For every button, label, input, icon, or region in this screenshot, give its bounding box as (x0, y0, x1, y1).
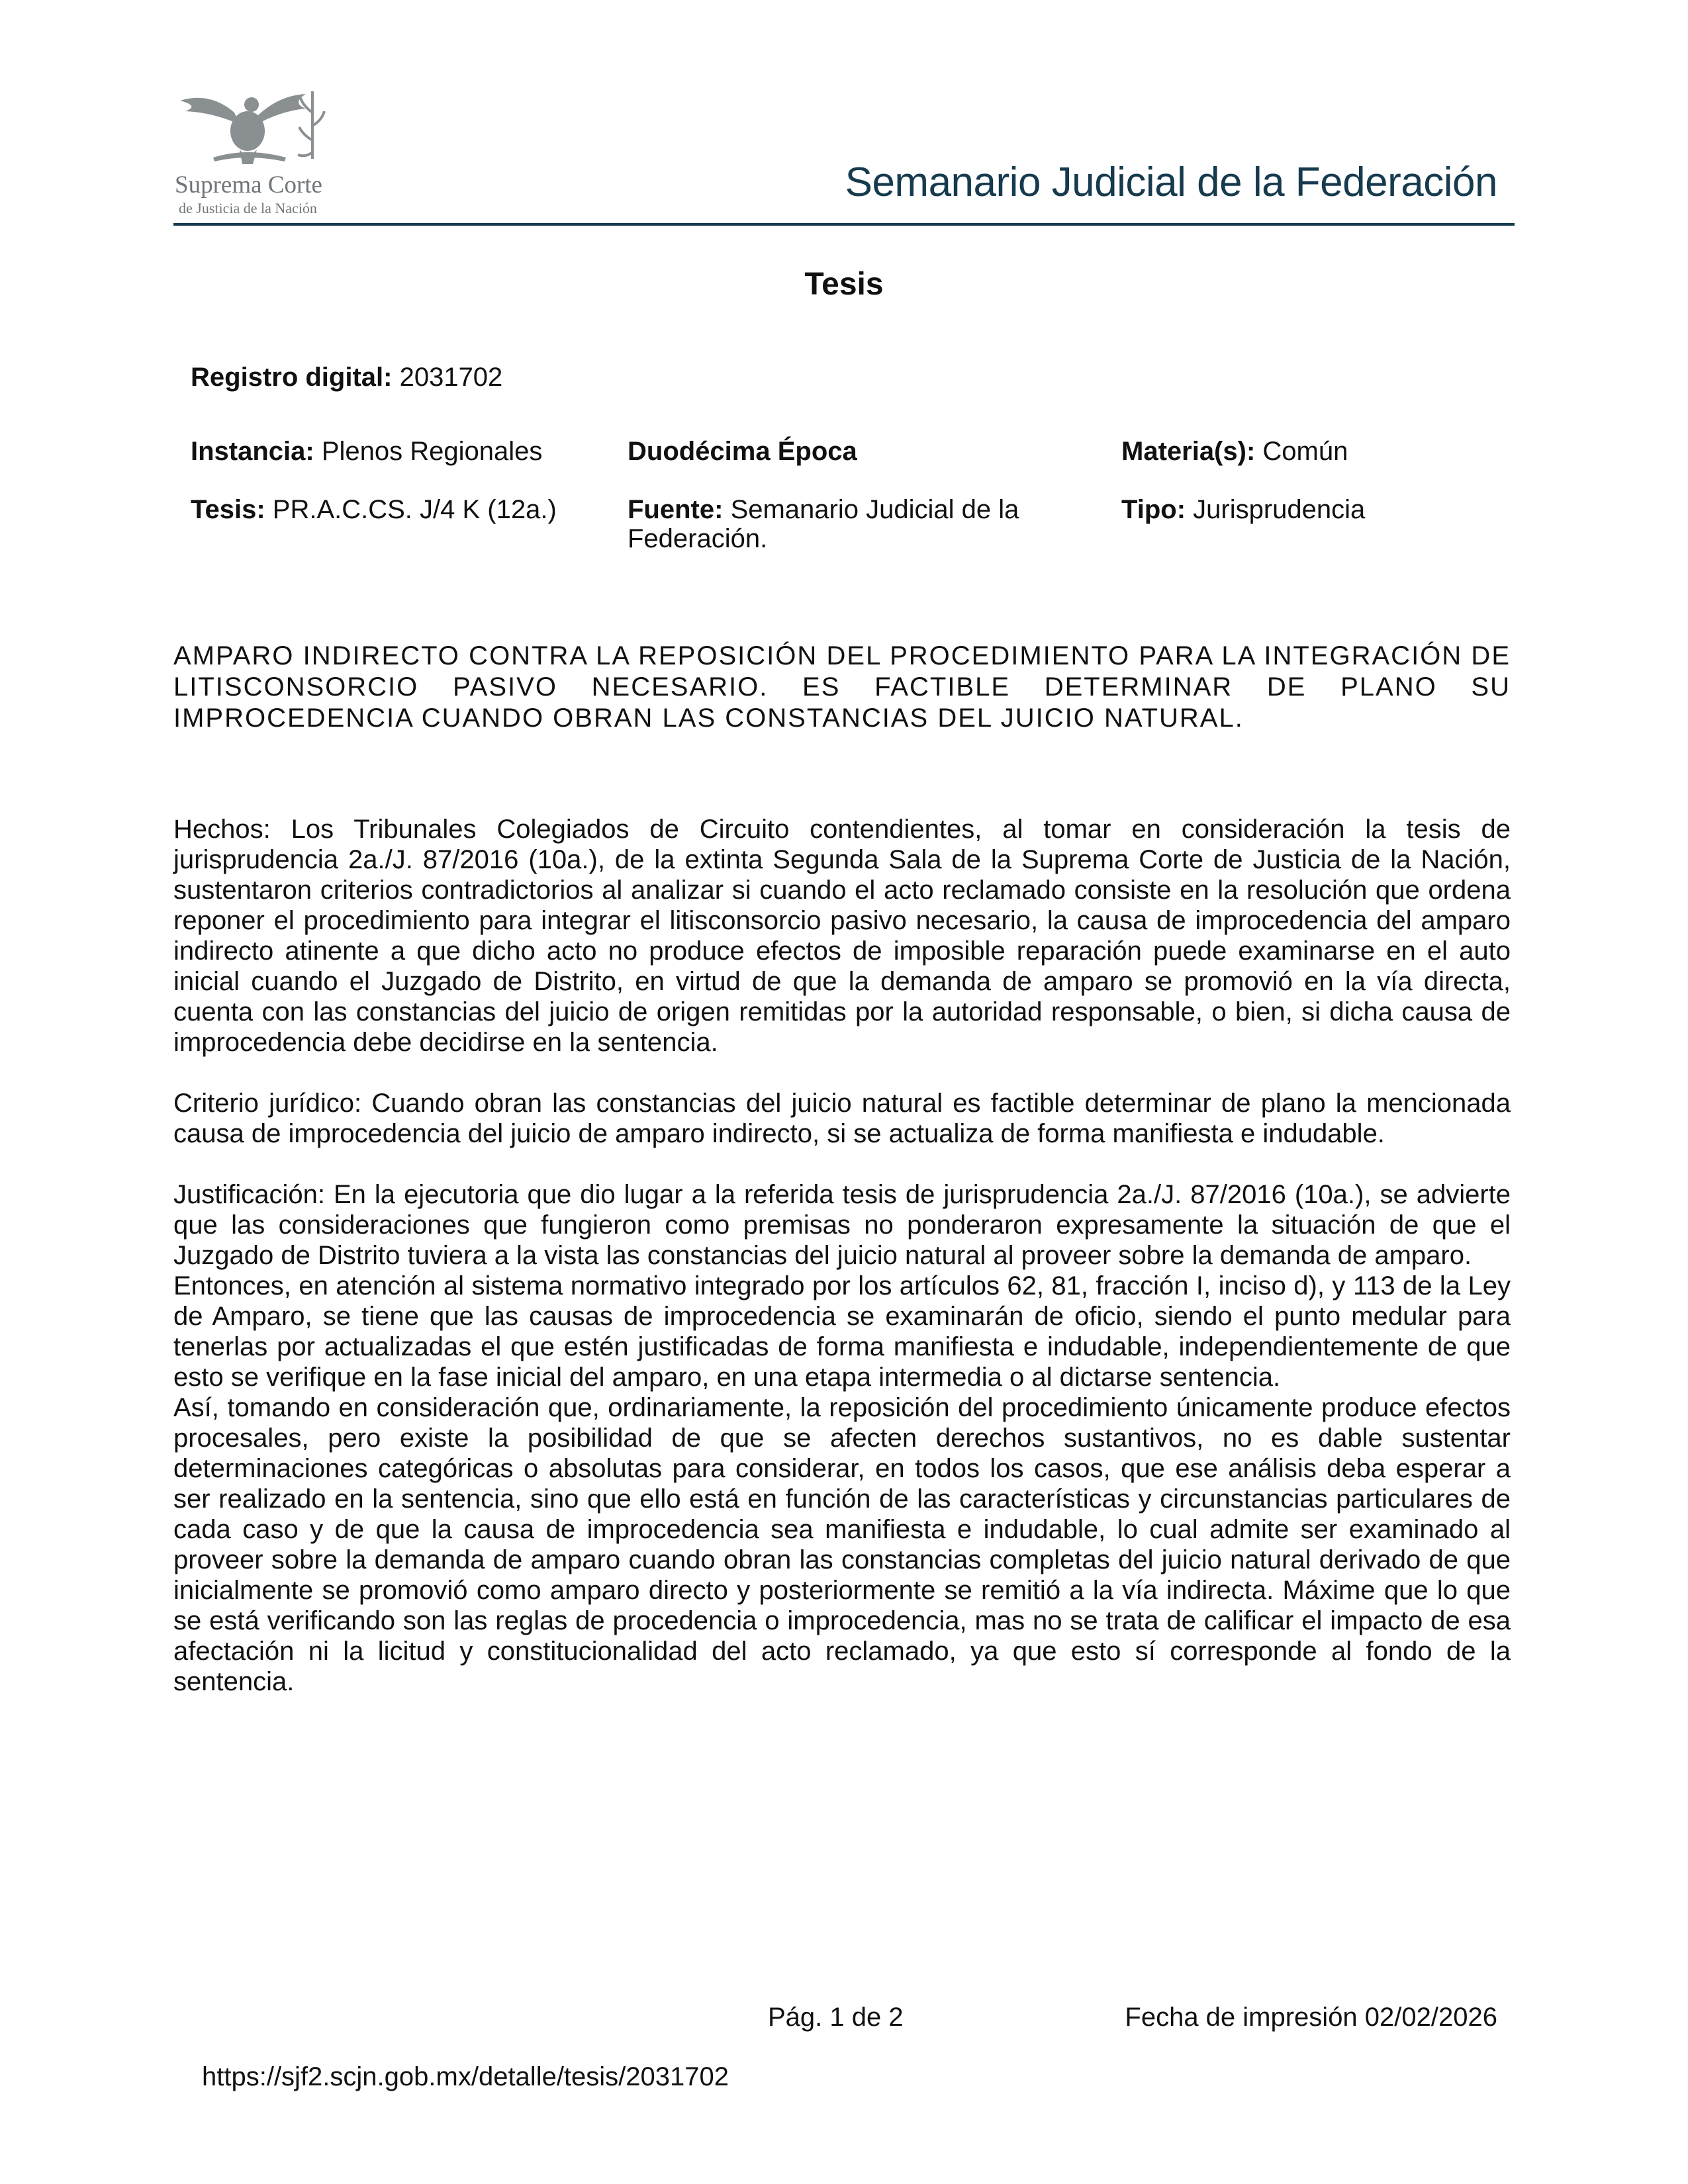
tipo-value: Jurisprudencia (1193, 495, 1366, 524)
source-url: https://sjf2.scjn.gob.mx/detalle/tesis/2031702 (202, 2062, 729, 2091)
materia (1121, 437, 1348, 466)
scjn-logo (173, 86, 346, 218)
fuente-value-line1: Semanario Judicial de la (730, 495, 1019, 524)
tesis-value: PR.A.C.CS. J/4 K (12a.) (272, 495, 557, 524)
tipo (1121, 495, 1365, 524)
epoca (628, 437, 857, 466)
logo-subtitle: de Justicia de la Nación (179, 200, 317, 216)
thesis-body (173, 814, 1511, 1697)
instancia (191, 437, 542, 466)
registro-label: Registro digital: (191, 363, 393, 392)
fuente-value-line2: Federación. (628, 524, 768, 553)
criterio-paragraph: Criterio jurídico: Cuando obran las constancias del juicio natural es factible determinar de plano la mencionada causa de improcedencia del juicio de amparo indirecto, si se actualiza de forma manifiesta e indudable. (173, 1089, 1511, 1148)
tipo-label: Tipo: (1121, 495, 1186, 524)
print-date: Fecha de impresión 02/02/2026 (1125, 2003, 1497, 2032)
registro-digital (191, 363, 502, 392)
justificacion-paragraph-3: Así, tomando en consideración que, ordinariamente, la reposición del procedimiento únicamente produce efectos procesales, pero existe la posibilidad de que se afecten derechos sustantivos, no es dable sustentar determinaciones categóricas o absolutas para considerar, en todos los casos, que ese análisis deba esperar a ser realizado en la sentencia, sino que ello está en función de las características y circunstancias particulares de cada caso y de que la causa de improcedencia sea manifiesta e indudable, lo cual admite ser examinado al proveer sobre la demanda de amparo cuando obran las constancias completas del juicio natural derivado de que inicialmente se promovió como amparo directo y posteriormente se remitió a la vía indirecta. Máxime que lo que se está verificando son las reglas de procedencia o improcedencia, mas no se trata de calificar el impacto de esa afectación ni la licitud y constitucionalidad del acto reclamado, ya que esto sí corresponde al fondo de la sentencia. (173, 1393, 1511, 1696)
tesis-label: Tesis: (191, 495, 265, 524)
page-number: Pág. 1 de 2 (768, 2003, 904, 2032)
logo-name: Suprema Corte (175, 171, 322, 199)
publication-title: Semanario Judicial de la Federación (845, 159, 1497, 205)
epoca-value: Duodécima Época (628, 437, 857, 466)
fuente (628, 495, 1019, 553)
justificacion-paragraph: Justificación: En la ejecutoria que dio lugar a la referida tesis de jurisprudencia 2a./J. 87/2016 (10a.), se advierte que las consideraciones que fungieron como premisas no ponderaron expresamente la situación de que el Juzgado de Distrito tuviera a la vista las constancias del juicio natural al proveer sobre la demanda de amparo. (173, 1180, 1511, 1270)
document-type-heading: Tesis (804, 267, 884, 302)
header-divider (173, 223, 1515, 226)
justificacion-paragraph-2: Entonces, en atención al sistema normativo integrado por los artículos 62, 81, fracción I, inciso d), y 113 de la Ley de Amparo, se tiene que las causas de improcedencia se examinarán de oficio, siendo el punto medular para tenerlas por actualizadas el que estén justificadas de forma manifiesta e indudable, independientemente de que esto se verifique en la fase inicial del amparo, en una etapa intermedia o al dictarse sentencia. (173, 1271, 1511, 1392)
thesis-title: AMPARO INDIRECTO CONTRA LA REPOSICIÓN DEL PROCEDIMIENTO PARA LA INTEGRACIÓN DE LITISCONSORCIO PASIVO NECESARIO. ES FACTIBLE DETERMINAR DE PLANO SU IMPROCEDENCIA CUANDO OBRAN LAS CONSTANCIAS DEL JUICIO NATURAL. (173, 641, 1511, 733)
materia-value: Común (1262, 437, 1348, 466)
hechos-paragraph: Hechos: Los Tribunales Colegiados de Circuito contendientes, al tomar en consideración la tesis de jurisprudencia 2a./J. 87/2016 (10a.), de la extinta Segunda Sala de la Suprema Corte de Justicia de la Nación, sustentaron criterios contradictorios al analizar si cuando el acto reclamado consiste en la resolución que ordena reponer el procedimiento para integrar el litisconsorcio pasivo necesario, la causa de improcedencia del amparo indirecto atinente a que dicho acto no produce efectos de imposible reparación puede examinarse en el auto inicial cuando el Juzgado de Distrito, en virtud de que la demanda de amparo se promovió en la vía directa, cuenta con las constancias del juicio de origen remitidas por la autoridad responsable, o bien, si dicha causa de improcedencia debe decidirse en la sentencia. (173, 815, 1511, 1057)
tesis-id (191, 495, 557, 524)
instancia-label: Instancia: (191, 437, 314, 466)
instancia-value: Plenos Regionales (321, 437, 543, 466)
registro-value: 2031702 (399, 363, 503, 392)
eagle-emblem-icon (173, 86, 332, 169)
materia-label: Materia(s): (1121, 437, 1256, 466)
fuente-label: Fuente: (628, 495, 724, 524)
